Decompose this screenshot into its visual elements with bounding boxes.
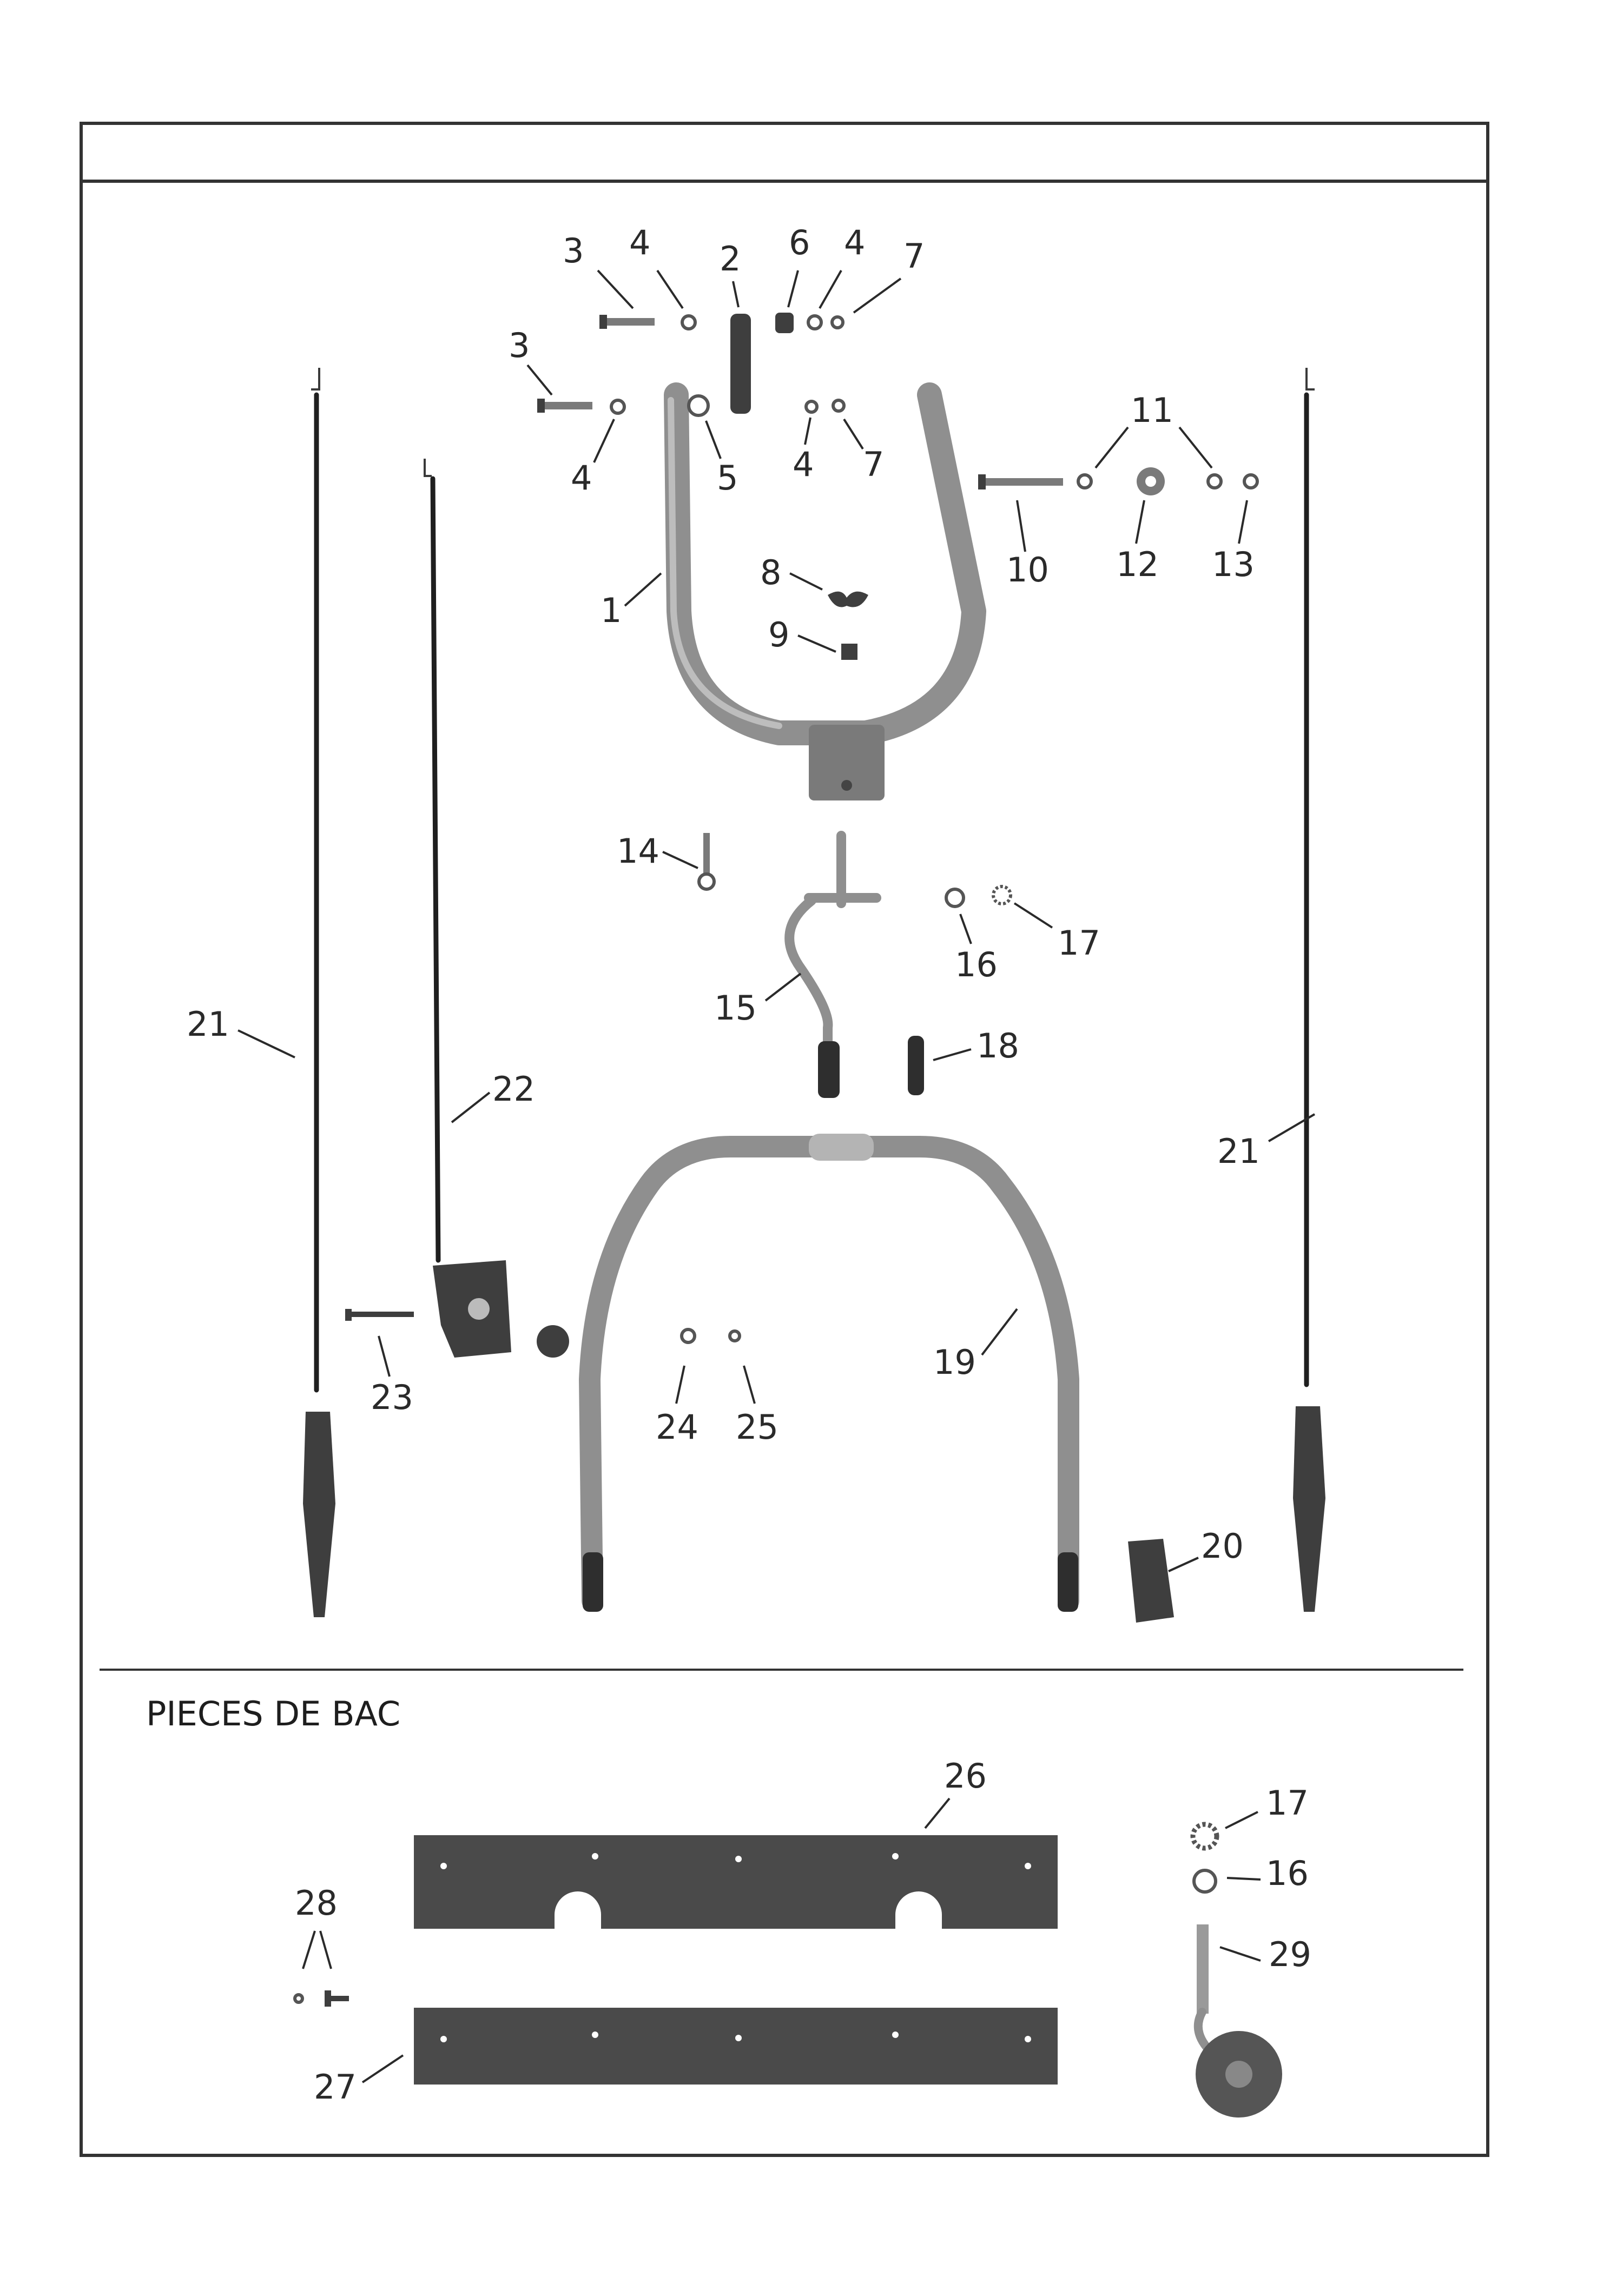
callout-21: 21 [187, 1004, 229, 1044]
part-18-grip-sleeve [908, 1036, 924, 1095]
part-21-cable-left [303, 368, 335, 1617]
callout-4: 4 [571, 458, 592, 498]
callout-10: 10 [1006, 550, 1049, 590]
callout-11: 11 [1131, 391, 1173, 430]
callout-29: 29 [1269, 1935, 1311, 1974]
callout-18: 18 [977, 1026, 1019, 1066]
callout-25: 25 [736, 1407, 778, 1447]
leader-line [1014, 903, 1052, 928]
part-25-nut [730, 1331, 740, 1341]
leader-line [320, 1931, 331, 1969]
callout-15: 15 [714, 988, 757, 1028]
leader-line [854, 279, 901, 313]
part-21-cable-right [1293, 368, 1325, 1612]
part-3-bolts [537, 315, 655, 413]
part-15-crank-lever [789, 836, 876, 1098]
part-10-long-bolt [978, 474, 1063, 489]
leader-line [1179, 427, 1212, 468]
part-12-knob [1137, 467, 1165, 495]
callout-20: 20 [1201, 1526, 1244, 1566]
callout-1: 1 [601, 591, 622, 630]
leader-line [594, 419, 614, 462]
callout-26: 26 [944, 1756, 987, 1796]
leader-line [1220, 1947, 1261, 1961]
leader-line [1239, 500, 1247, 544]
leader-line [960, 914, 971, 944]
callout-19: 19 [933, 1342, 976, 1382]
leader-line [933, 1049, 971, 1060]
bag-parts-title: PIECES DE BAC [146, 1694, 401, 1733]
leader-line [706, 421, 721, 459]
leader-line [820, 270, 841, 308]
leader-line [238, 1030, 295, 1057]
callout-28: 28 [295, 1883, 338, 1923]
callout-13: 13 [1212, 545, 1255, 584]
callout-8: 8 [760, 553, 782, 592]
part-6-spacer [775, 313, 794, 333]
callout-9: 9 [768, 615, 790, 654]
part-27-bag-plate [414, 2008, 1058, 2085]
leader-line [379, 1336, 390, 1377]
leader-line [744, 1366, 755, 1404]
leader-line [790, 573, 822, 590]
leader-line [1169, 1558, 1198, 1571]
callout-4: 4 [844, 223, 866, 262]
callout-16: 16 [955, 945, 998, 984]
leader-line [733, 281, 738, 307]
callout-22: 22 [492, 1069, 535, 1109]
leader-line [925, 1798, 949, 1828]
part-20-rubber-grip [1128, 1539, 1174, 1623]
part-9-square-nut [841, 644, 857, 660]
leader-line [676, 1366, 684, 1404]
leader-line [657, 270, 683, 308]
part-22-throttle-control [425, 459, 569, 1358]
callout-23: 23 [371, 1378, 413, 1417]
callout-4: 4 [629, 223, 651, 262]
callout-24: 24 [656, 1407, 698, 1447]
leader-line [805, 418, 810, 445]
callout-12: 12 [1116, 545, 1159, 584]
leader-line [362, 2055, 403, 2082]
leader-line [663, 852, 698, 868]
part-16-washer-bag [1194, 1870, 1216, 1892]
callout-16: 16 [1266, 1854, 1309, 1893]
part-13-nut [1244, 475, 1257, 488]
leader-line [1227, 1878, 1261, 1880]
part-5-flat-washer [689, 396, 708, 415]
callout-21: 21 [1217, 1132, 1260, 1171]
leader-line [1136, 500, 1144, 544]
leader-line [303, 1931, 315, 1969]
callout-4: 4 [793, 445, 814, 484]
part-19-lower-handle [583, 1134, 1078, 1612]
part-14-clevis-pin [699, 833, 714, 889]
callout-27: 27 [314, 2067, 357, 2107]
leader-line [452, 1093, 490, 1122]
callout-6: 6 [789, 223, 810, 262]
callout-3: 3 [509, 326, 530, 365]
callout-17: 17 [1266, 1783, 1309, 1823]
callout-7: 7 [863, 445, 885, 484]
leader-line [798, 636, 836, 652]
callout-2: 2 [720, 239, 741, 279]
part-8-wing-nut [828, 592, 868, 607]
leader-line [844, 419, 863, 449]
leader-line [1017, 500, 1025, 552]
callout-3: 3 [563, 231, 584, 270]
part-17-star-washer-bag [1193, 1824, 1217, 1848]
callout-14: 14 [617, 831, 659, 871]
part-16-washer [946, 889, 964, 907]
callout-7: 7 [903, 236, 925, 276]
leader-line [625, 573, 661, 606]
part-1-upper-handle [671, 395, 974, 800]
part-2-link-plate [730, 314, 751, 414]
leader-line [598, 270, 633, 308]
leader-line [788, 270, 798, 307]
leader-line [1096, 427, 1128, 468]
leader-line [766, 974, 801, 1001]
part-7-nuts [832, 317, 844, 411]
part-24-washer [682, 1329, 695, 1342]
part-17-star-washer [993, 886, 1011, 904]
leader-line [982, 1309, 1017, 1355]
part-23-bolt [345, 1309, 414, 1321]
callout-17: 17 [1058, 923, 1100, 963]
leader-line [1225, 1812, 1258, 1828]
callout-5: 5 [717, 458, 738, 498]
leader-line [527, 365, 552, 395]
part-28-rivets [295, 1990, 349, 2007]
part-26-bag-plate [414, 1835, 1058, 1929]
